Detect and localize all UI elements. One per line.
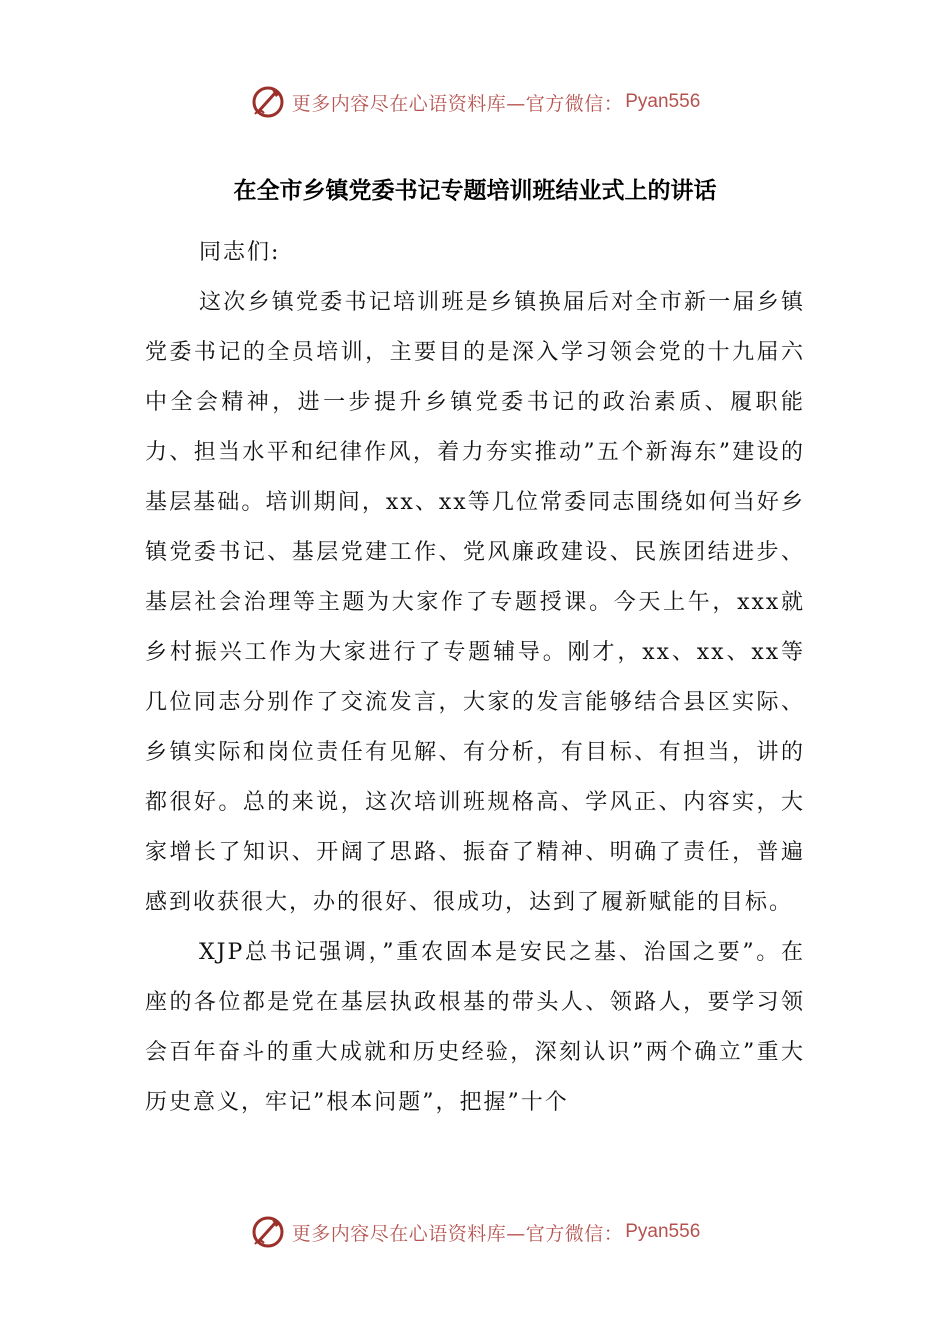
header-watermark	[0, 82, 950, 122]
paragraph: 这次乡镇党委书记培训班是乡镇换届后对全市新一届乡镇党委书记的全员培训，主要目的是深入学习领会党的十九届六中全会精神，进一步提升乡镇党委书记的政治素质、履职能力、担当水平和纪律作风，着力夯实推动”五个新海东”建设的基层基础。培训期间，xx、xx等几位常委同志围绕如何当好乡镇党委书记、基层党建工作、党风廉政建设、民族团结进步、基层社会治理等主题为大家作了专题授课。今天上午，xxx就乡村振兴工作为大家进行了专题辅导。刚才，xx、xx、xx等几位同志分别作了交流发言，大家的发言能够结合县区实际、乡镇实际和岗位责任有见解、有分析，有目标、有担当，讲的都很好。总的来说，这次培训班规格高、学风正、内容实，大家增长了知识、开阔了思路、振奋了精神、明确了责任，普遍感到收获很大，办的很好、很成功，达到了履新赋能的目标。	[145, 290, 805, 915]
pen-logo-icon	[250, 84, 286, 120]
document-title: 在全市乡镇党委书记专题培训班结业式上的讲话	[233, 178, 717, 204]
footer-watermark	[0, 1212, 950, 1252]
document-body	[145, 228, 805, 1128]
pen-logo-icon	[250, 1214, 286, 1250]
watermark-handle: Pyan556	[625, 1221, 701, 1242]
watermark-text: 更多内容尽在心语资料库—官方微信：	[291, 1222, 624, 1245]
paragraph: XJP总书记强调，”重农固本是安民之基、治国之要”。在座的各位都是党在基层执政根基的带头人、领路人，要学习领会百年奋斗的重大成就和历史经验，深刻认识”两个确立”重大历史意义，牢记”根本问题”，把握”十个	[145, 940, 805, 1115]
salutation: 同志们:	[199, 240, 281, 265]
watermark-handle: Pyan556	[625, 91, 701, 112]
watermark-text: 更多内容尽在心语资料库—官方微信：	[291, 92, 624, 115]
